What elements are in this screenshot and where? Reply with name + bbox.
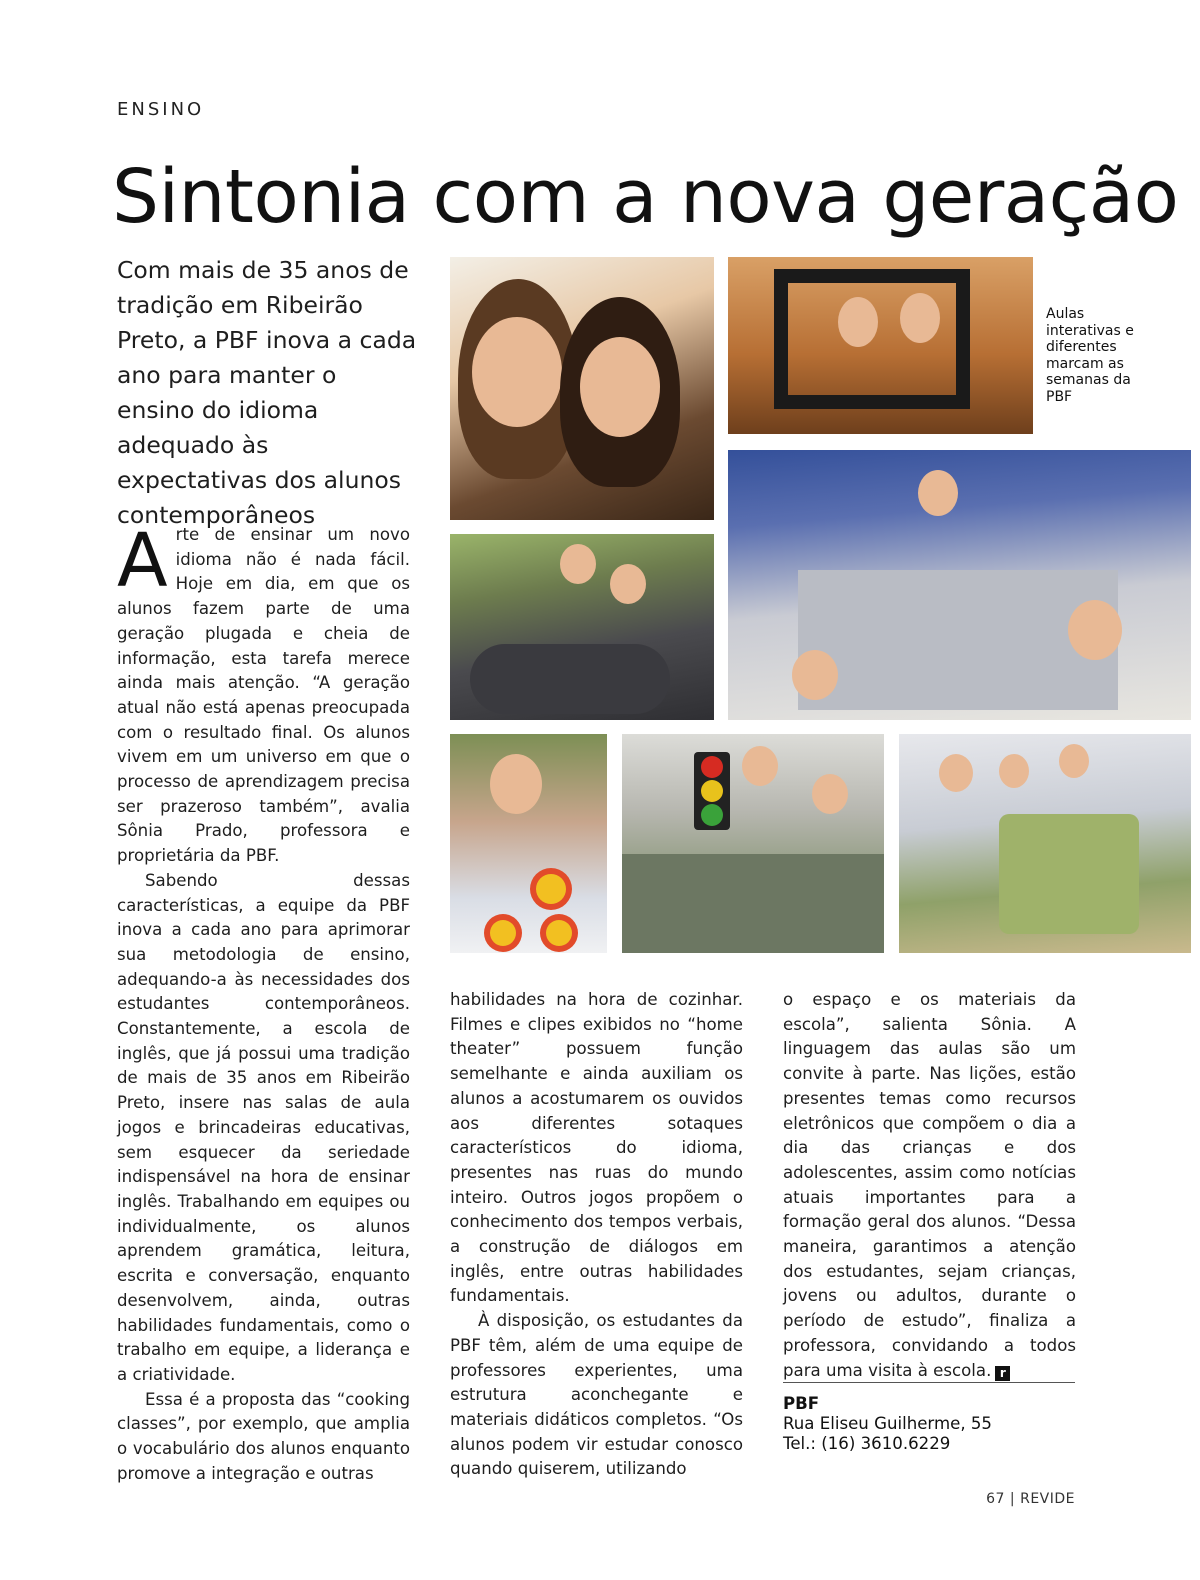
body-column-2 [450, 988, 743, 1482]
body-paragraph: o espaço e os materiais da escola”, salienta Sônia. A linguagem das aulas são um convite à parte. Nas lições, estão presentes temas como recursos eletrônicos que compõem o dia a dia das crianças e dos adolescentes, assim como notícias atuais importantes para a formação geral dos alunos. “Dessa maneira, garantimos a atenção dos estudantes, sejam crianças, jovens ou adultos, durante o período de estudo”, finaliza a professora, convidando a todos para uma visita à escola. r [783, 990, 1076, 1380]
contact-name: PBF [783, 1394, 820, 1413]
photo-students-with-frame [728, 257, 1033, 434]
contact-divider [783, 1382, 1075, 1383]
photo-board-game-floor [899, 734, 1191, 953]
photo-caption: Aulas interativas e diferentes marcam as semanas da PBF [1046, 306, 1134, 405]
article-title: Sintonia com a nova geração [112, 154, 1179, 240]
photo-children-traffic-mat [622, 734, 884, 953]
photo-two-girls-laughing [450, 257, 714, 520]
body-paragraph: Sabendo dessas características, a equipe da PBF inova a cada ano para aprimorar sua metodologia de ensino, adequando-a às necessidades dos estudantes contemporâneos. Constantemente, a escola de inglês, que já possui uma tradição de mais de 35 anos em Ribeirão Preto, insere nas salas de aula jogos e brincadeiras educativas, sem esquecer da seriedade indispensável na hora de ensinar inglês. Trabalhando em equipes ou individualmente, os alunos aprendem gramática, leitura, escrita e conversação, enquanto desenvolvem, ainda, outras habilidades fundamentais, como o trabalho em equipe, a liderança e a criatividade. [117, 870, 410, 1384]
page-number: 67 [986, 1491, 1005, 1507]
contact-box [783, 1394, 1075, 1454]
contact-phone: Tel.: (16) 3610.6229 [783, 1434, 951, 1453]
magazine-name: REVIDE [1020, 1491, 1075, 1507]
body-paragraph: Essa é a proposta das “cooking classes”, por exemplo, que amplia o vocabulário dos alunos enquanto promove a integração e outras [117, 1389, 410, 1483]
body-paragraph: habilidades na hora de cozinhar. Filmes e clipes exibidos no “home theater” possuem função semelhante e ainda auxiliam os alunos a acostumarem os ouvidos aos diferentes sotaques característicos do idioma, presentes nas ruas do mundo inteiro. Outros jogos propõem o conhecimento dos tempos verbais, a construção de diálogos em inglês, entre outras habilidades fundamentais. [450, 990, 743, 1306]
body-column-3 [783, 988, 1076, 1383]
article-lead: Com mais de 35 anos de tradição em Ribeirão Preto, a PBF inova a cada ano para manter o ensino do idioma adequado às expectativas dos alunos contemporâneos [117, 256, 417, 529]
body-paragraph: Arte de ensinar um novo idioma não é nada fácil. Hoje em dia, em que os alunos fazem parte de uma geração plugada e cheia de informação, esta tarefa merece ainda mais atenção. “A geração atual não está apenas preocupada com o resultado final. Os alunos vivem em um universo em que o processo de aprendizagem precisa ser prazeroso também”, avalia Sônia Prado, professora e proprietária da PBF. [117, 518, 410, 866]
photo-girl-with-suns [450, 734, 607, 953]
photo-children-painting [450, 534, 714, 720]
contact-address: Rua Eliseu Guilherme, 55 [783, 1414, 992, 1433]
body-column-1 [117, 518, 410, 1486]
body-paragraph: À disposição, os estudantes da PBF têm, além de uma equipe de professores experientes, uma estrutura aconchegante e materiais didáticos completos. “Os alunos podem vir estudar conosco quando quiserem, utilizando [450, 1311, 743, 1479]
footer-separator: | [1009, 1491, 1016, 1507]
drop-cap: A [117, 518, 168, 604]
page-footer [986, 1491, 1075, 1507]
photo-class-on-floor [728, 450, 1191, 720]
section-label: ENSINO [117, 99, 205, 120]
end-mark-icon: r [995, 1366, 1010, 1381]
